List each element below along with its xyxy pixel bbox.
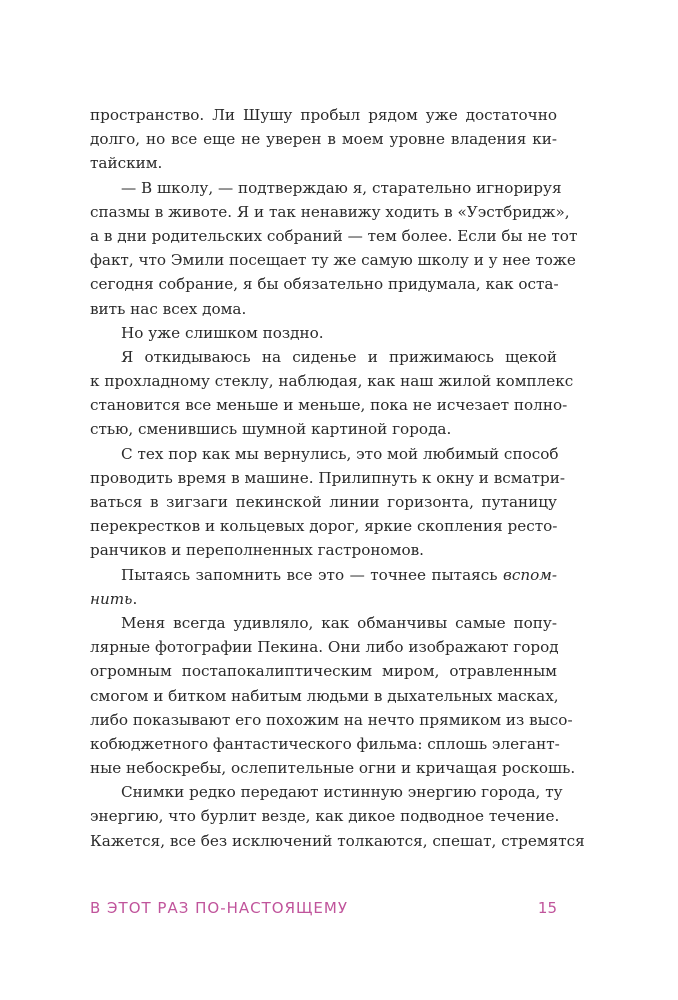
text-line: вить нас всех дома. <box>90 299 247 318</box>
text-line: энергию, что бурлит везде, как дикое подводное течение. <box>90 807 560 826</box>
page-number: 15 <box>537 899 557 917</box>
page-footer <box>90 899 557 923</box>
text-line: стью, сменившись шумной картиной города. <box>90 420 452 439</box>
text-line: а в дни родительских собраний — тем более. Если бы не тот <box>90 226 578 245</box>
text-line: к прохладному стеклу, наблюдая, как наш жилой комплекс <box>90 372 574 391</box>
text-line: проводить время в машине. Прилипнуть к окну и всматри- <box>90 468 566 487</box>
text-segment: . <box>132 589 138 608</box>
text-line: становится все меньше и меньше, пока не исчезает полно- <box>90 396 568 415</box>
text-line: — В школу, — подтверждаю я, старательно игнорируя <box>121 178 562 197</box>
text-line <box>90 563 557 587</box>
text-line: Кажется, все без исключений толкаются, спешат, стремятся <box>90 831 585 850</box>
text-line: либо показывают его похожим на нечто прямиком из высо- <box>90 710 573 729</box>
italic-segment: вспом- <box>503 565 557 584</box>
text-line: Я откидываюсь на сиденье и прижимаюсь щекой <box>121 347 557 366</box>
body-text <box>90 103 585 853</box>
text-line: тайским. <box>90 154 163 173</box>
text-line: факт, что Эмили посещает ту же самую школу и у нее тоже <box>90 251 576 270</box>
text-segment: Пытаясь запомнить все это — точнее пытаясь <box>121 565 503 584</box>
text-line: пространство. Ли Шушу пробыл рядом уже достаточно <box>90 106 557 124</box>
text-line: ные небоскребы, ослепительные огни и кричащая роскошь. <box>90 759 576 778</box>
text-line: ранчиков и переполненных гастрономов. <box>90 541 424 560</box>
italic-segment: нить <box>90 589 133 608</box>
text-line: Но уже слишком поздно. <box>121 323 324 342</box>
text-line: перекрестков и кольцевых дорог, яркие скопления ресто- <box>90 517 558 536</box>
text-line: долго, но все еще не уверен в моем уровне владения ки- <box>90 130 557 149</box>
text-line: кобюджетного фантастического фильма: сплошь элегант- <box>90 734 560 753</box>
text-line: ваться в зигзаги пекинской линии горизонта, путаницу <box>90 493 557 511</box>
text-line: лярные фотографии Пекина. Они либо изображают город <box>90 638 559 657</box>
text-line: Снимки редко передают истинную энергию города, ту <box>121 783 563 802</box>
text-line <box>90 587 557 611</box>
text-line: сегодня собрание, я бы обязательно придумала, как оста- <box>90 275 559 294</box>
running-title: В ЭТОТ РАЗ ПО-НАСТОЯЩЕМУ <box>90 899 348 917</box>
text-line: спазмы в животе. Я и так ненавижу ходить в «Уэстбридж», <box>90 202 570 221</box>
text-line: огромным постапокалиптическим миром, отравленным <box>90 662 557 681</box>
text-line: Меня всегда удивляло, как обманчивы самые попу- <box>121 613 557 632</box>
text-line: смогом и битком набитым людьми в дыхательных масках, <box>90 686 559 705</box>
text-line: С тех пор как мы вернулись, это мой любимый способ <box>121 444 559 463</box>
